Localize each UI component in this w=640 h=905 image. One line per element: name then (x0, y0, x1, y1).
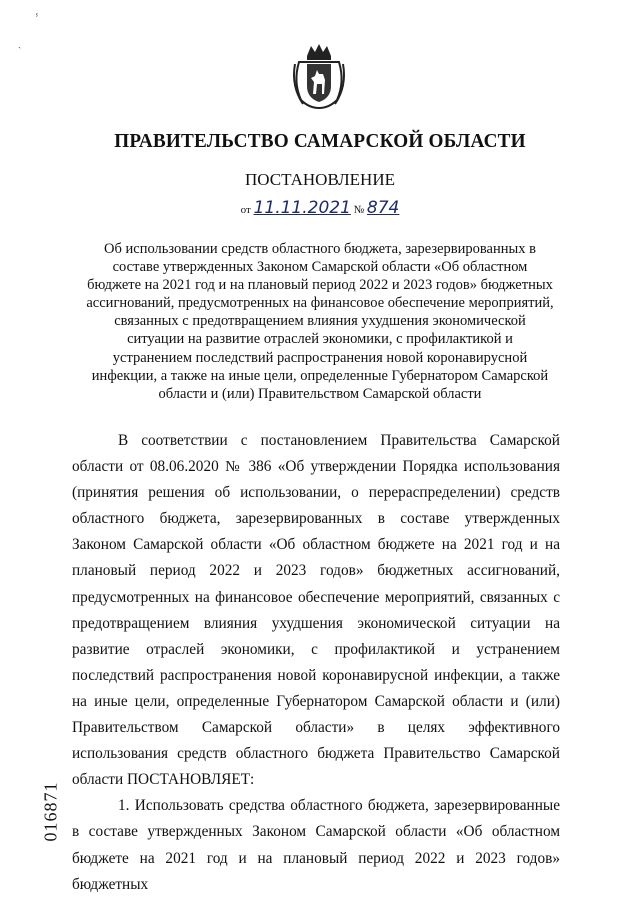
document-number: 874 (366, 198, 400, 218)
document-body (72, 428, 560, 898)
document-type: ПОСТАНОВЛЕНИЕ (244, 170, 395, 189)
scan-mark: ˏ (18, 38, 22, 49)
date-prefix: от (240, 204, 251, 216)
date-number-line (0, 198, 640, 218)
government-title: ПРАВИТЕЛЬСТВО САМАРСКОЙ ОБЛАСТИ (114, 130, 526, 152)
number-prefix: № (353, 204, 365, 216)
document-date: 11.11.2021 (253, 198, 351, 218)
item-1-paragraph: 1. Использовать средства областного бюджета, зарезервированные в составе утвержденных Законом Самарской области «Об областном бюджете на 2021 год и на плановый период 2022 и 2023 годов» бюджетных (72, 797, 560, 893)
document-subject: Об использовании средств областного бюджета, зарезервированных в составе утвержденных Законом Самарской области «Об областном бюджете на 2021 год и на плановый период 2022 и 2023 годов» бюджетных ассигнований, предусмотренных на финансовое обеспечение мероприятий, связанных с предотвращением влияния ухудшения экономической ситуации на развитие отраслей экономики, с профилактикой и устранением последствий распространения новой коронавирусной инфекции, а также на иные цели, определенные Губернатором Самарской области и (или) Правительством Самарской области (86, 241, 554, 402)
registration-number: 016871 (40, 781, 61, 842)
preamble-paragraph: В соответствии с постановлением Правительства Самарской области от 08.06.2020 № 386 «Об утверждении Порядка использования (принятия решения об использовании, о перераспределении) средств областного бюджета, зарезервированных в составе утвержденных Законом Самарской области «Об областном бюджете на 2021 год и на плановый период 2022 и 2023 годов» бюджетных ассигнований, предусмотренных на финансовое обеспечение мероприятий, связанных с предотвращением влияния ухудшения экономической ситуации на развитие отраслей экономики, с профилактикой и устранением последствий распространения новой коронавирусной инфекции, а также на иные цели, определенные Губернатором Самарской области и (или) Правительством Самарской области» в целях эффективного использования средств областного бюджета Правительство Самарской области ПОСТАНОВЛЯЕТ: (72, 432, 560, 789)
scan-mark: ⸯ (34, 15, 40, 26)
coat-of-arms-icon (289, 42, 349, 110)
registration-stamp (24, 775, 84, 845)
